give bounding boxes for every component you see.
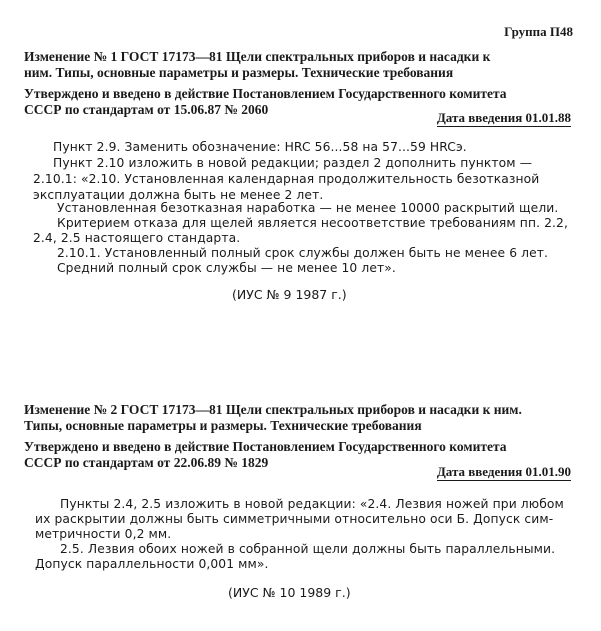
amendment-1-effective-date [437,110,571,126]
amendment-2-reference: (ИУС № 10 1989 г.) [228,585,351,600]
amendment-1-body-line-1: Пункт 2.9. Заменить обозначение: HRC 56...58 на 57...59 HRCэ. [53,140,467,154]
amendment-1-body-line-5: Установленная безотказная наработка — не менее 10000 раскрытий щели. [57,201,559,215]
amendment-2-body-line-5: Допуск параллельности 0,001 мм». [35,557,269,571]
amendment-1-body-line-9: Средний полный срок службы — не менее 10 лет». [57,261,396,275]
amendment-1-effective-date-text: Дата введения 01.01.88 [436,110,571,125]
amendment-1-approval-line-2: СССР по стандартам от 15.06.87 № 2060 [24,102,269,117]
amendment-1-approval-line-1: Утверждено и введено в действие Постановлением Государственного комитета [24,86,507,101]
amendment-1-reference: (ИУС № 9 1987 г.) [232,287,347,302]
amendment-1-body-line-8: 2.10.1. Установленный полный срок службы должен быть не менее 6 лет. [57,246,549,260]
amendment-2-body-line-2: их раскрытии должны быть симметричными относительно оси Б. Допуск сим- [35,512,554,526]
amendment-2-title-line-2: Типы, основные параметры и размеры. Технические требования [24,418,422,433]
amendment-1-body-line-3: 2.10.1: «2.10. Установленная календарная продолжительность безотказной [33,172,540,186]
amendment-1-body-line-2: Пункт 2.10 изложить в новой редакции; раздел 2 дополнить пунктом — [53,156,533,170]
amendment-2-effective-date [437,464,571,480]
amendment-2-approval-line-1: Утверждено и введено в действие Постановлением Государственного комитета [24,439,507,454]
amendment-1-body-line-6: Критерием отказа для щелей является несоответствие требованиям пп. 2.2, [57,216,568,230]
amendment-2-approval-line-2: СССР по стандартам от 22.06.89 № 1829 [24,455,269,470]
group-label: Группа П48 [504,24,573,39]
amendment-1-body-line-4: эксплуатации должна быть не менее 2 лет. [33,188,324,202]
amendment-2-title-line-1: Изменение № 2 ГОСТ 17173—81 Щели спектральных приборов и насадки к ним. [24,402,522,417]
amendment-2-body-line-3: метричности 0,2 мм. [35,527,172,541]
amendment-1-body-line-7: 2.4, 2.5 настоящего стандарта. [33,231,241,245]
amendment-2-body-line-1: Пункты 2.4, 2.5 изложить в новой редакции: «2.4. Лезвия ножей при любом [60,497,564,511]
amendment-1-title-line-1: Изменение № 1 ГОСТ 17173—81 Щели спектральных приборов и насадки к [24,49,491,64]
amendment-2-effective-date-text: Дата введения 01.01.90 [436,464,571,479]
amendment-2-body-line-4: 2.5. Лезвия обоих ножей в собранной щели должны быть параллельными. [60,542,556,556]
amendment-1-title-line-2: ним. Типы, основные параметры и размеры. Технические требования [24,65,454,80]
